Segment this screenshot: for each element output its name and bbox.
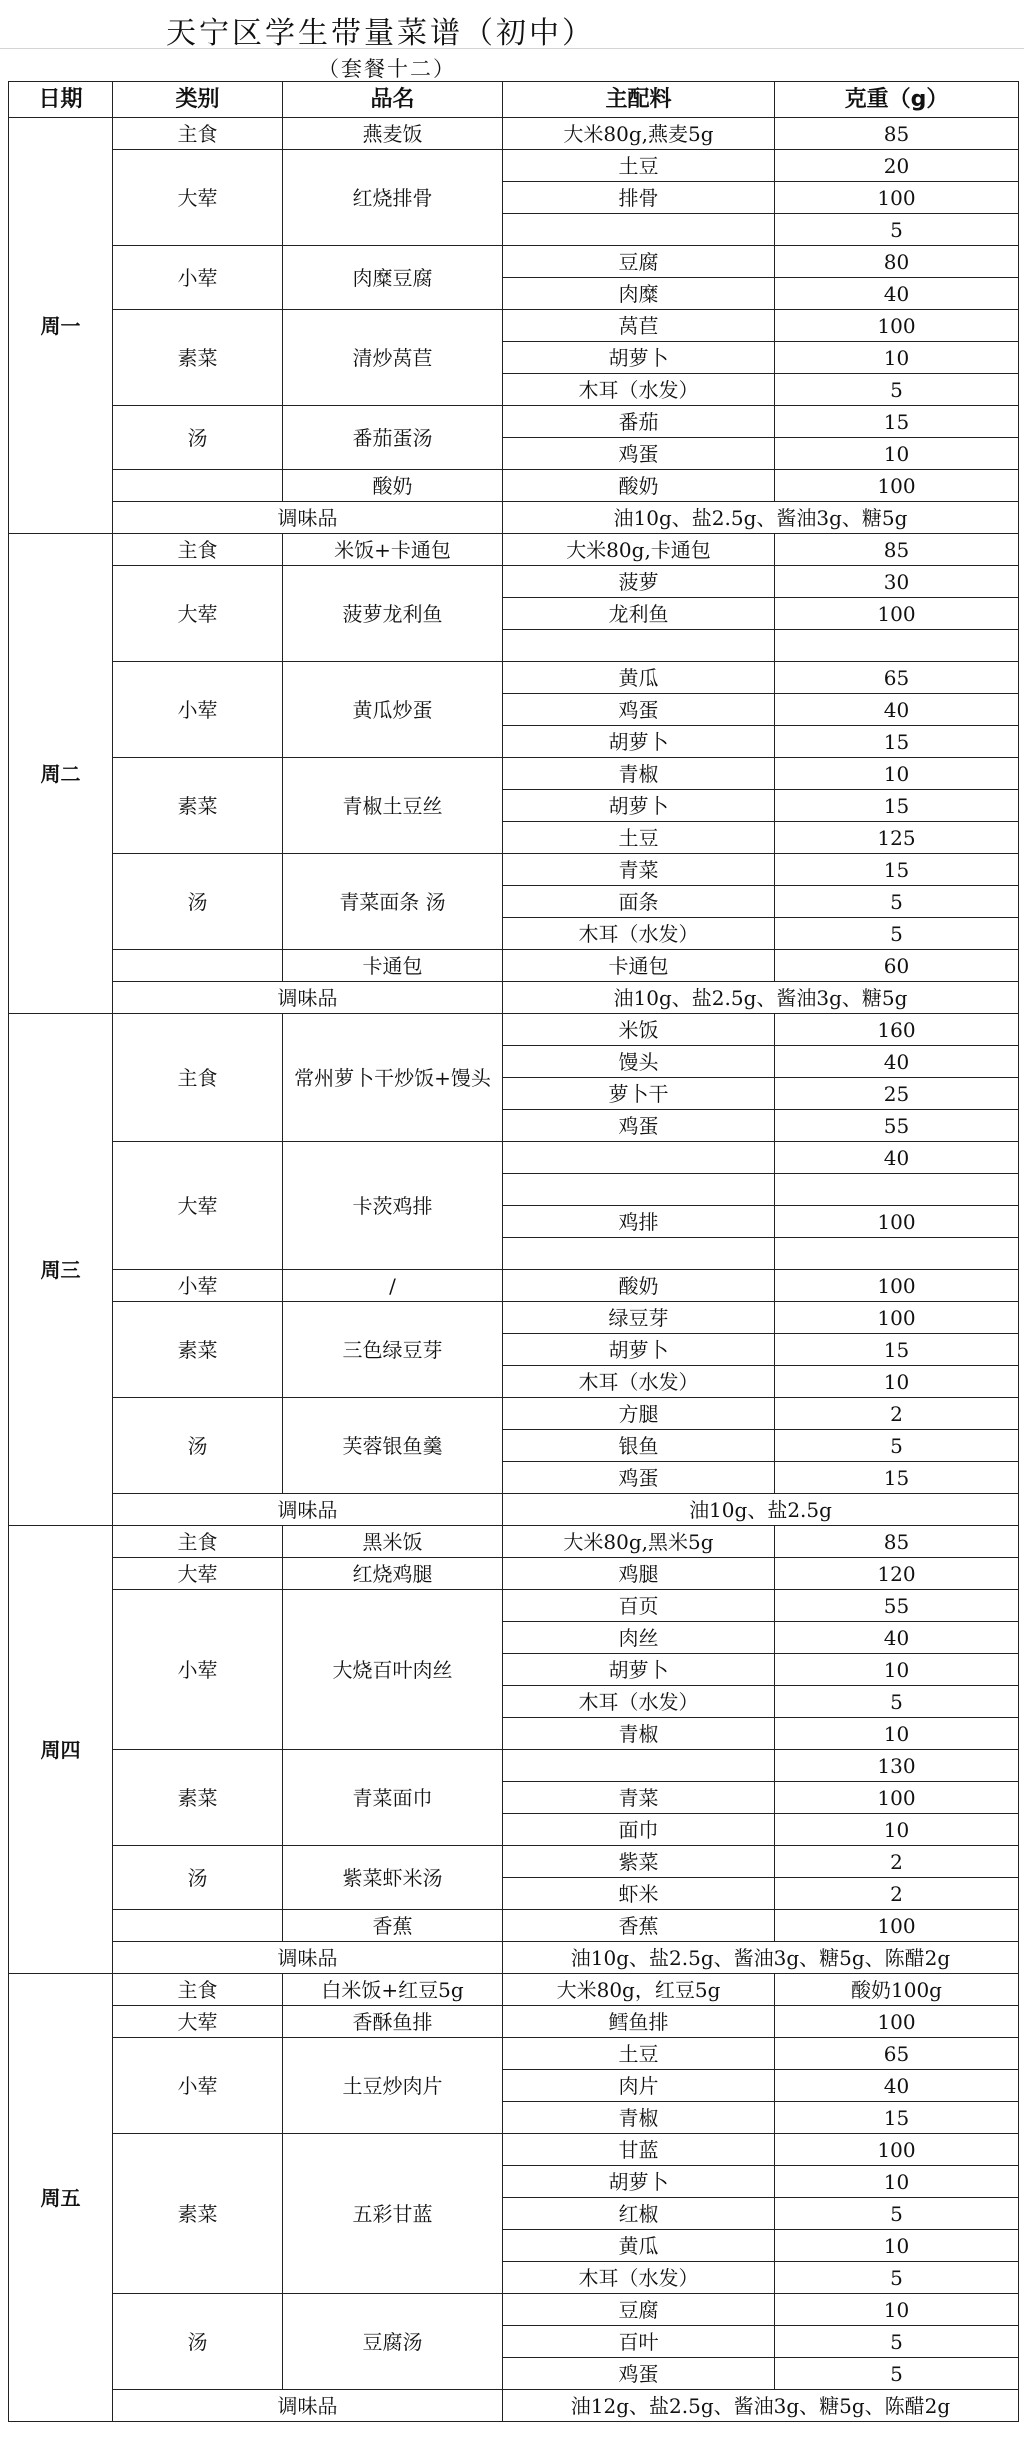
seasoning-value: 油10g、盐2.5g、酱油3g、糖5g [503, 502, 1019, 534]
table-row [9, 534, 1019, 566]
seasoning-value: 油10g、盐2.5g、酱油3g、糖5g、陈醋2g [503, 1942, 1019, 1974]
weight-cell: 2 [775, 1878, 1019, 1910]
dish-cell: 大烧百叶肉丝 [283, 1590, 503, 1750]
category-cell: 主食 [113, 1526, 283, 1558]
ingredient-cell: 馒头 [503, 1046, 775, 1078]
weight-cell: 15 [775, 406, 1019, 438]
weight-cell: 20 [775, 150, 1019, 182]
table-row [9, 406, 1019, 438]
category-cell: 汤 [113, 1398, 283, 1494]
dish-cell: 红烧鸡腿 [283, 1558, 503, 1590]
ingredient-cell: 青椒 [503, 758, 775, 790]
ingredient-cell: 胡萝卜 [503, 342, 775, 374]
ingredient-cell: 青菜 [503, 1782, 775, 1814]
weight-cell: 130 [775, 1750, 1019, 1782]
seasoning-label: 调味品 [113, 1942, 503, 1974]
weight-cell: 10 [775, 2166, 1019, 2198]
table-row [9, 2294, 1019, 2326]
menu-body [9, 118, 1019, 2422]
dish-cell: 香蕉 [283, 1910, 503, 1942]
dish-cell: 土豆炒肉片 [283, 2038, 503, 2134]
ingredient-cell: 木耳（水发） [503, 2262, 775, 2294]
weight-cell: 2 [775, 1398, 1019, 1430]
dish-cell: 酸奶 [283, 470, 503, 502]
dish-cell: 常州萝卜干炒饭+馒头 [283, 1014, 503, 1142]
category-cell: 大荤 [113, 1142, 283, 1270]
weight-cell: 100 [775, 598, 1019, 630]
weight-cell: 10 [775, 1718, 1019, 1750]
ingredient-cell: 大米80g,卡通包 [503, 534, 775, 566]
weight-cell: 40 [775, 1142, 1019, 1174]
weight-cell: 5 [775, 1430, 1019, 1462]
weight-cell: 100 [775, 1206, 1019, 1238]
dish-cell: 青菜面条 汤 [283, 854, 503, 950]
ingredient-cell: 豆腐 [503, 246, 775, 278]
table-row [9, 1910, 1019, 1942]
table-row [9, 2134, 1019, 2166]
ingredient-cell: 酸奶 [503, 470, 775, 502]
weight-cell: 5 [775, 918, 1019, 950]
weight-cell: 酸奶100g [775, 1974, 1019, 2006]
ingredient-cell [503, 630, 775, 662]
weight-cell: 65 [775, 662, 1019, 694]
weight-cell: 5 [775, 2326, 1019, 2358]
header-weight: 克重（g） [775, 82, 1019, 118]
menu-table [8, 81, 1019, 2422]
ingredient-cell: 胡萝卜 [503, 726, 775, 758]
seasoning-row [9, 982, 1019, 1014]
ingredient-cell: 胡萝卜 [503, 1334, 775, 1366]
table-row [9, 854, 1019, 886]
table-row [9, 1590, 1019, 1622]
table-row [9, 1398, 1019, 1430]
category-cell [113, 1910, 283, 1942]
dish-cell: 青菜面巾 [283, 1750, 503, 1846]
weight-cell [775, 1238, 1019, 1270]
weight-cell: 25 [775, 1078, 1019, 1110]
day-cell: 周二 [9, 534, 113, 1014]
ingredient-cell: 胡萝卜 [503, 790, 775, 822]
category-cell: 小荤 [113, 246, 283, 310]
table-row [9, 566, 1019, 598]
category-cell: 素菜 [113, 758, 283, 854]
ingredient-cell [503, 1174, 775, 1206]
ingredient-cell: 青椒 [503, 2102, 775, 2134]
category-cell: 素菜 [113, 1750, 283, 1846]
weight-cell: 40 [775, 2070, 1019, 2102]
table-row [9, 1142, 1019, 1174]
weight-cell: 100 [775, 310, 1019, 342]
category-cell [113, 470, 283, 502]
category-cell: 小荤 [113, 662, 283, 758]
category-cell: 小荤 [113, 1270, 283, 1302]
ingredient-cell: 鸡蛋 [503, 1462, 775, 1494]
table-row [9, 662, 1019, 694]
ingredient-cell: 龙利鱼 [503, 598, 775, 630]
category-cell: 大荤 [113, 1558, 283, 1590]
weight-cell: 15 [775, 2102, 1019, 2134]
page-title: 天宁区学生带量菜谱（初中） [166, 16, 595, 51]
dish-cell: 香酥鱼排 [283, 2006, 503, 2038]
ingredient-cell: 木耳（水发） [503, 918, 775, 950]
category-cell: 主食 [113, 1014, 283, 1142]
ingredient-cell: 鸡腿 [503, 1558, 775, 1590]
weight-cell: 5 [775, 374, 1019, 406]
ingredient-cell: 莴苣 [503, 310, 775, 342]
dish-cell: 黄瓜炒蛋 [283, 662, 503, 758]
ingredient-cell: 红椒 [503, 2198, 775, 2230]
header-date: 日期 [9, 82, 113, 118]
dish-cell: 五彩甘蓝 [283, 2134, 503, 2294]
category-cell: 汤 [113, 854, 283, 950]
ingredient-cell [503, 1142, 775, 1174]
seasoning-value: 油12g、盐2.5g、酱油3g、糖5g、陈醋2g [503, 2390, 1019, 2422]
table-row [9, 1014, 1019, 1046]
weight-cell: 55 [775, 1590, 1019, 1622]
dish-cell: 燕麦饭 [283, 118, 503, 150]
table-row [9, 950, 1019, 982]
ingredient-cell: 百页 [503, 1590, 775, 1622]
weight-cell: 10 [775, 2294, 1019, 2326]
category-cell: 主食 [113, 118, 283, 150]
seasoning-row [9, 2390, 1019, 2422]
ingredient-cell: 银鱼 [503, 1430, 775, 1462]
title-row [0, 0, 1024, 49]
ingredient-cell: 黄瓜 [503, 662, 775, 694]
category-cell: 汤 [113, 1846, 283, 1910]
weight-cell: 60 [775, 950, 1019, 982]
ingredient-cell [503, 1238, 775, 1270]
table-row [9, 246, 1019, 278]
category-cell: 大荤 [113, 2006, 283, 2038]
dish-cell: 黑米饭 [283, 1526, 503, 1558]
seasoning-value: 油10g、盐2.5g [503, 1494, 1019, 1526]
ingredient-cell: 方腿 [503, 1398, 775, 1430]
table-row [9, 758, 1019, 790]
day-cell: 周三 [9, 1014, 113, 1526]
day-cell: 周五 [9, 1974, 113, 2422]
table-row [9, 1974, 1019, 2006]
category-cell: 汤 [113, 406, 283, 470]
ingredient-cell: 肉糜 [503, 278, 775, 310]
ingredient-cell: 米饭 [503, 1014, 775, 1046]
ingredient-cell: 排骨 [503, 182, 775, 214]
dish-cell: 三色绿豆芽 [283, 1302, 503, 1398]
page-subtitle: （套餐十二） [318, 57, 456, 81]
ingredient-cell: 虾米 [503, 1878, 775, 1910]
ingredient-cell: 鳕鱼排 [503, 2006, 775, 2038]
ingredient-cell: 鸡蛋 [503, 2358, 775, 2390]
category-cell: 主食 [113, 1974, 283, 2006]
weight-cell: 5 [775, 886, 1019, 918]
dish-cell: 卡茨鸡排 [283, 1142, 503, 1270]
ingredient-cell: 土豆 [503, 2038, 775, 2070]
table-row [9, 1750, 1019, 1782]
ingredient-cell: 木耳（水发） [503, 1366, 775, 1398]
dish-cell: 白米饭+红豆5g [283, 1974, 503, 2006]
day-cell: 周一 [9, 118, 113, 534]
day-cell: 周四 [9, 1526, 113, 1974]
category-cell: 大荤 [113, 566, 283, 662]
weight-cell [775, 630, 1019, 662]
weight-cell: 5 [775, 1686, 1019, 1718]
category-cell [113, 950, 283, 982]
weight-cell: 10 [775, 1366, 1019, 1398]
weight-cell: 10 [775, 758, 1019, 790]
table-row [9, 1270, 1019, 1302]
ingredient-cell: 香蕉 [503, 1910, 775, 1942]
sheet-gridline [0, 48, 1024, 49]
weight-cell: 5 [775, 214, 1019, 246]
weight-cell: 5 [775, 2262, 1019, 2294]
ingredient-cell: 胡萝卜 [503, 2166, 775, 2198]
category-cell: 素菜 [113, 1302, 283, 1398]
table-row [9, 470, 1019, 502]
weight-cell: 10 [775, 438, 1019, 470]
seasoning-row [9, 1942, 1019, 1974]
dish-cell: 豆腐汤 [283, 2294, 503, 2390]
dish-cell: 番茄蛋汤 [283, 406, 503, 470]
weight-cell: 100 [775, 1302, 1019, 1334]
header-ingredients: 主配料 [503, 82, 775, 118]
weight-cell: 15 [775, 1462, 1019, 1494]
seasoning-row [9, 502, 1019, 534]
seasoning-row [9, 1494, 1019, 1526]
weight-cell: 160 [775, 1014, 1019, 1046]
weight-cell: 100 [775, 1910, 1019, 1942]
ingredient-cell: 大米80g，红豆5g [503, 1974, 775, 2006]
weight-cell: 40 [775, 1046, 1019, 1078]
dish-cell: 芙蓉银鱼羹 [283, 1398, 503, 1494]
weight-cell: 55 [775, 1110, 1019, 1142]
weight-cell: 5 [775, 2358, 1019, 2390]
weight-cell: 2 [775, 1846, 1019, 1878]
table-row [9, 2006, 1019, 2038]
table-row [9, 1302, 1019, 1334]
weight-cell: 15 [775, 1334, 1019, 1366]
ingredient-cell: 紫菜 [503, 1846, 775, 1878]
ingredient-cell: 豆腐 [503, 2294, 775, 2326]
dish-cell: 肉糜豆腐 [283, 246, 503, 310]
ingredient-cell: 肉丝 [503, 1622, 775, 1654]
seasoning-label: 调味品 [113, 502, 503, 534]
ingredient-cell: 青椒 [503, 1718, 775, 1750]
ingredient-cell: 菠萝 [503, 566, 775, 598]
ingredient-cell: 萝卜干 [503, 1078, 775, 1110]
category-cell: 素菜 [113, 310, 283, 406]
category-cell: 汤 [113, 2294, 283, 2390]
ingredient-cell [503, 214, 775, 246]
weight-cell: 15 [775, 726, 1019, 758]
ingredient-cell: 土豆 [503, 150, 775, 182]
ingredient-cell: 鸡蛋 [503, 438, 775, 470]
table-row [9, 150, 1019, 182]
ingredient-cell: 百叶 [503, 2326, 775, 2358]
weight-cell: 85 [775, 1526, 1019, 1558]
weight-cell: 120 [775, 1558, 1019, 1590]
weight-cell: 85 [775, 534, 1019, 566]
weight-cell: 100 [775, 182, 1019, 214]
seasoning-label: 调味品 [113, 2390, 503, 2422]
ingredient-cell [503, 1750, 775, 1782]
weight-cell: 15 [775, 854, 1019, 886]
weight-cell: 10 [775, 2230, 1019, 2262]
weight-cell: 10 [775, 1814, 1019, 1846]
weight-cell: 100 [775, 1782, 1019, 1814]
table-row [9, 1558, 1019, 1590]
header-category: 类别 [113, 82, 283, 118]
ingredient-cell: 大米80g,黑米5g [503, 1526, 775, 1558]
header-row [9, 82, 1019, 118]
ingredient-cell: 卡通包 [503, 950, 775, 982]
weight-cell: 65 [775, 2038, 1019, 2070]
weight-cell: 100 [775, 470, 1019, 502]
ingredient-cell: 鸡蛋 [503, 1110, 775, 1142]
ingredient-cell: 土豆 [503, 822, 775, 854]
dish-cell: / [283, 1270, 503, 1302]
ingredient-cell: 肉片 [503, 2070, 775, 2102]
ingredient-cell: 大米80g,燕麦5g [503, 118, 775, 150]
header-dish: 品名 [283, 82, 503, 118]
ingredient-cell: 木耳（水发） [503, 1686, 775, 1718]
category-cell: 小荤 [113, 2038, 283, 2134]
ingredient-cell: 鸡排 [503, 1206, 775, 1238]
ingredient-cell: 胡萝卜 [503, 1654, 775, 1686]
table-row [9, 1526, 1019, 1558]
weight-cell: 5 [775, 2198, 1019, 2230]
ingredient-cell: 番茄 [503, 406, 775, 438]
ingredient-cell: 面条 [503, 886, 775, 918]
table-row [9, 1846, 1019, 1878]
weight-cell: 40 [775, 694, 1019, 726]
dish-cell: 紫菜虾米汤 [283, 1846, 503, 1910]
category-cell: 素菜 [113, 2134, 283, 2294]
weight-cell: 100 [775, 1270, 1019, 1302]
seasoning-label: 调味品 [113, 982, 503, 1014]
weight-cell: 30 [775, 566, 1019, 598]
weight-cell: 125 [775, 822, 1019, 854]
weight-cell: 85 [775, 118, 1019, 150]
weight-cell: 10 [775, 342, 1019, 374]
ingredient-cell: 鸡蛋 [503, 694, 775, 726]
ingredient-cell: 面巾 [503, 1814, 775, 1846]
ingredient-cell: 黄瓜 [503, 2230, 775, 2262]
category-cell: 大荤 [113, 150, 283, 246]
dish-cell: 红烧排骨 [283, 150, 503, 246]
table-row [9, 118, 1019, 150]
weight-cell: 40 [775, 1622, 1019, 1654]
weight-cell: 15 [775, 790, 1019, 822]
dish-cell: 菠萝龙利鱼 [283, 566, 503, 662]
weight-cell: 100 [775, 2134, 1019, 2166]
ingredient-cell: 绿豆芽 [503, 1302, 775, 1334]
dish-cell: 米饭+卡通包 [283, 534, 503, 566]
dish-cell: 清炒莴苣 [283, 310, 503, 406]
weight-cell: 40 [775, 278, 1019, 310]
table-row [9, 310, 1019, 342]
ingredient-cell: 甘蓝 [503, 2134, 775, 2166]
category-cell: 小荤 [113, 1590, 283, 1750]
dish-cell: 卡通包 [283, 950, 503, 982]
table-row [9, 2038, 1019, 2070]
weight-cell: 80 [775, 246, 1019, 278]
weight-cell [775, 1174, 1019, 1206]
seasoning-label: 调味品 [113, 1494, 503, 1526]
weight-cell: 10 [775, 1654, 1019, 1686]
dish-cell: 青椒土豆丝 [283, 758, 503, 854]
category-cell: 主食 [113, 534, 283, 566]
seasoning-value: 油10g、盐2.5g、酱油3g、糖5g [503, 982, 1019, 1014]
ingredient-cell: 木耳（水发） [503, 374, 775, 406]
ingredient-cell: 青菜 [503, 854, 775, 886]
ingredient-cell: 酸奶 [503, 1270, 775, 1302]
weight-cell: 100 [775, 2006, 1019, 2038]
